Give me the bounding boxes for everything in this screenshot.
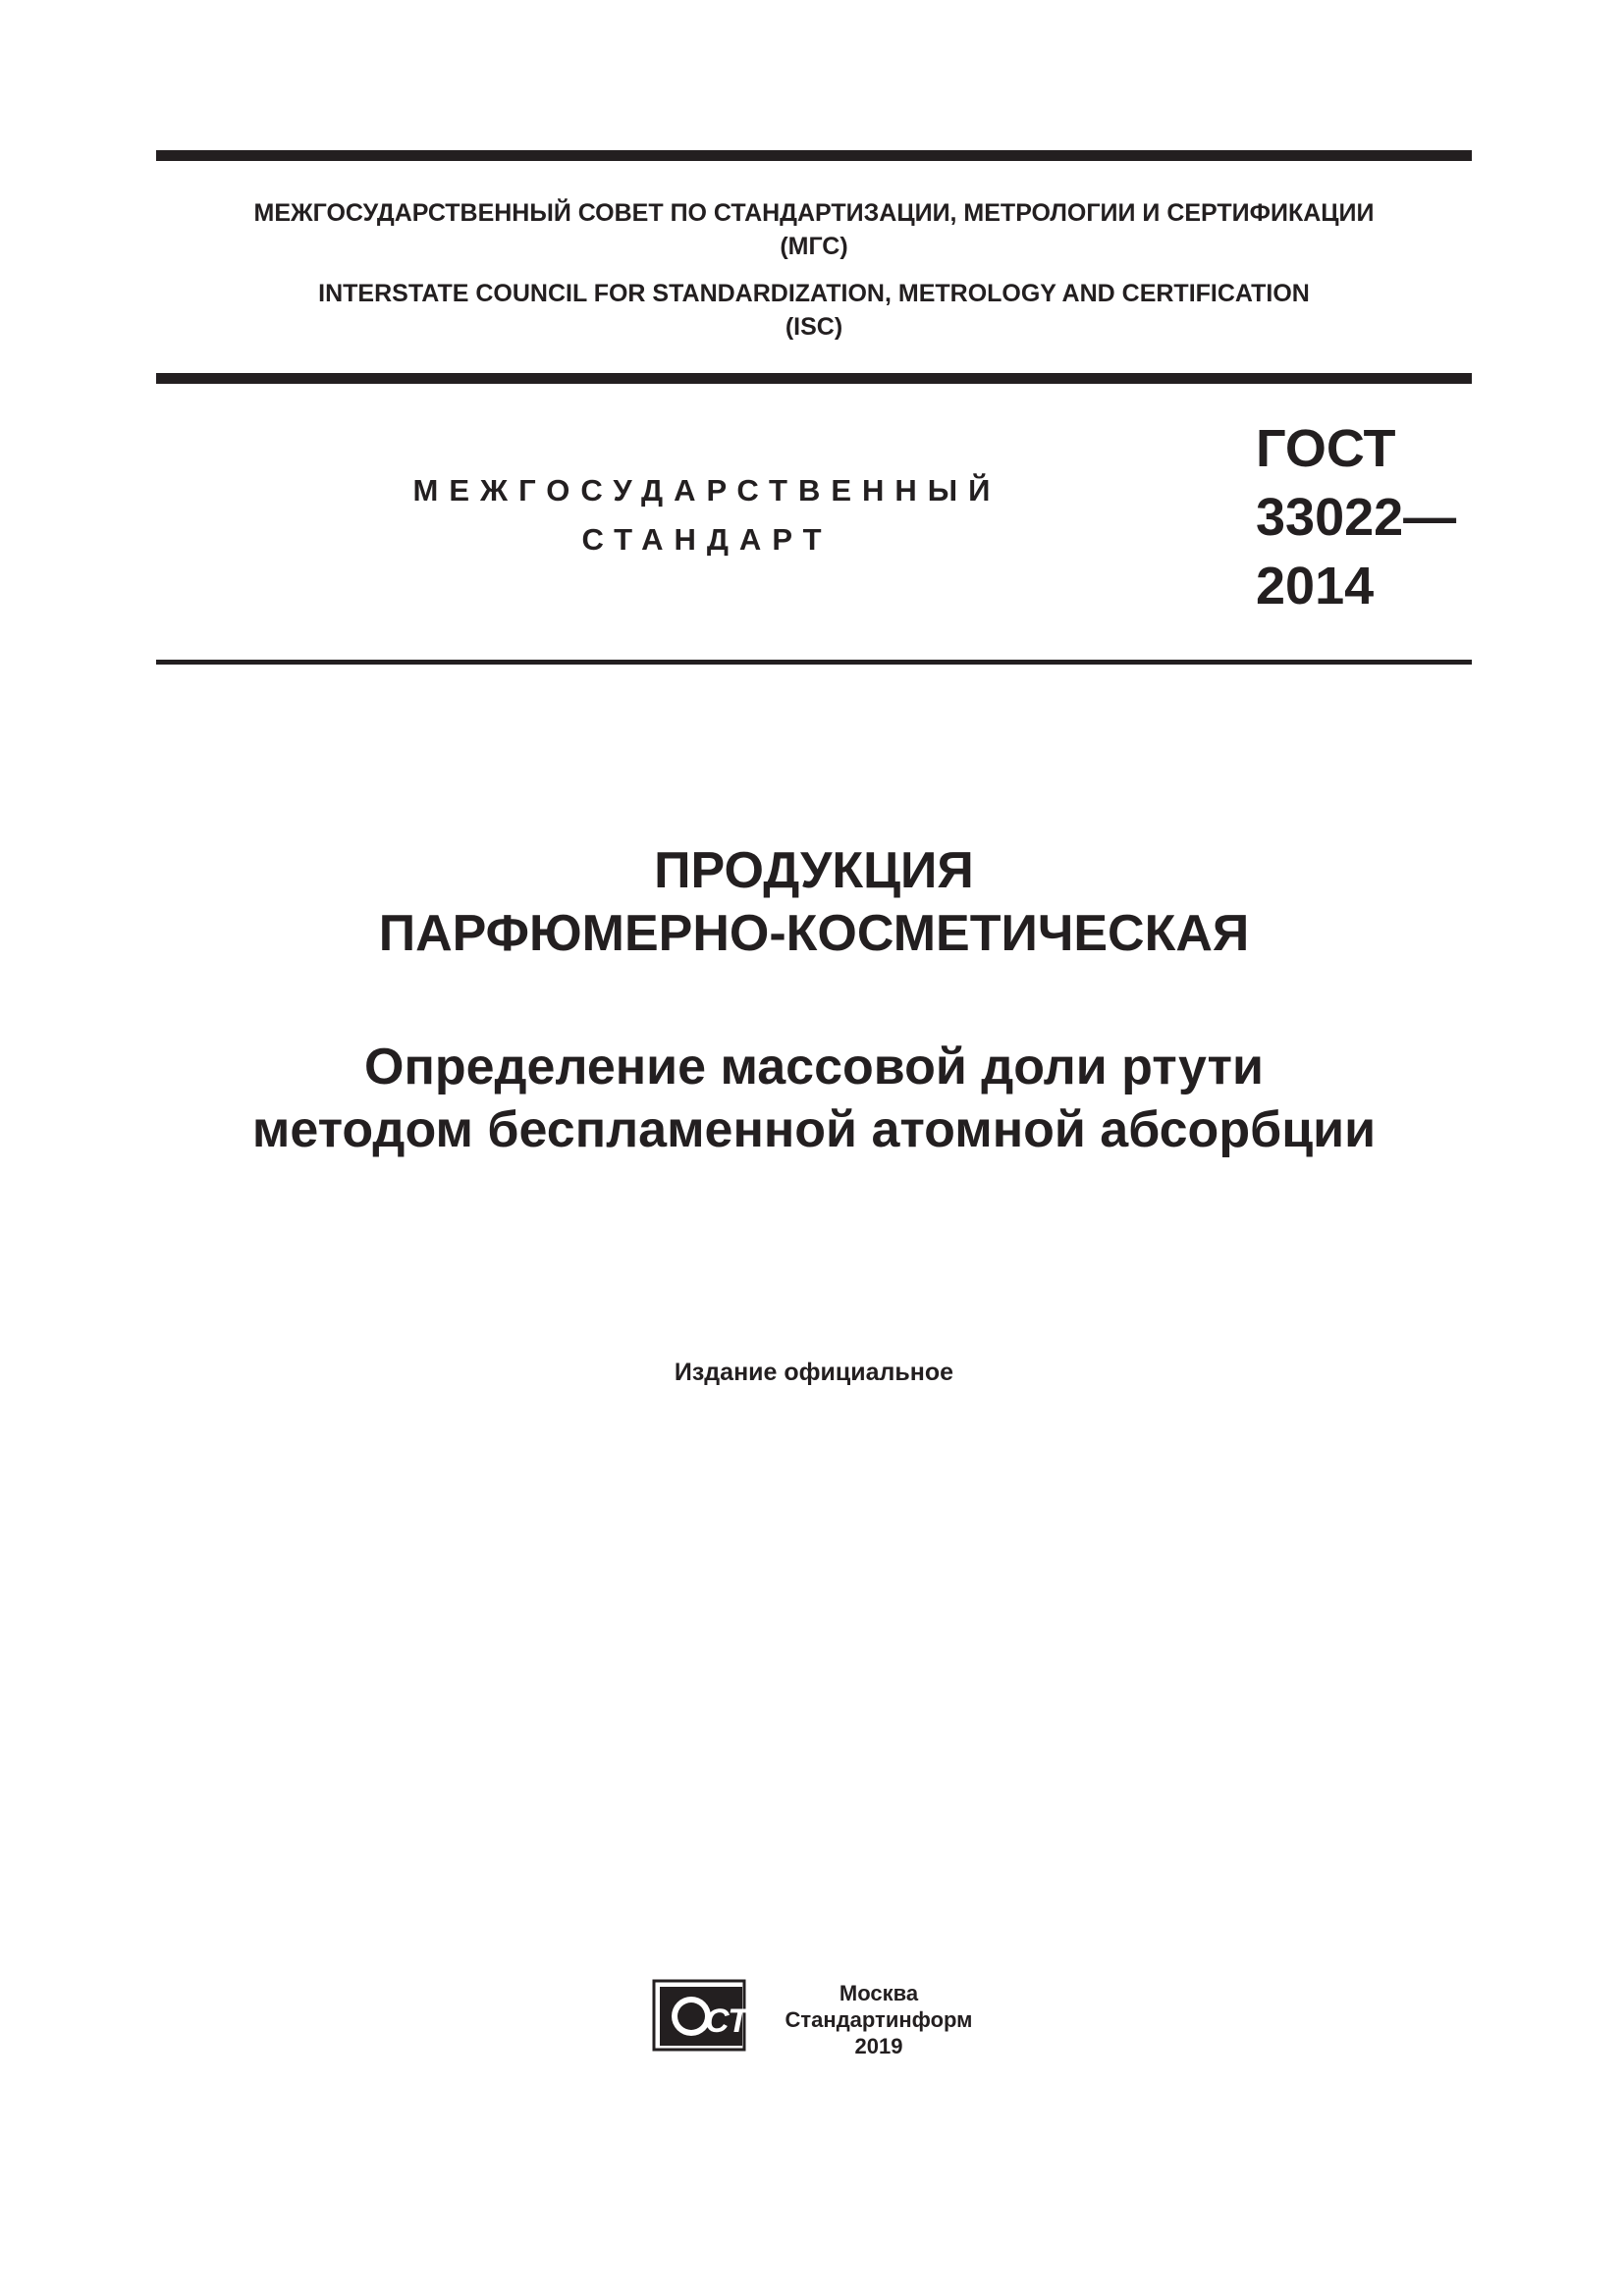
publisher-name: Стандартинформ (785, 2007, 973, 2032)
main-title (156, 839, 1472, 965)
designation-number: 33022— (1256, 488, 1457, 547)
publisher-block (766, 1980, 992, 2059)
designation-bottom-rule (156, 660, 1472, 665)
council-name-en-line1: INTERSTATE COUNCIL FOR STANDARDIZATION, METROLOGY AND CERTIFICATION (318, 280, 1310, 307)
publisher-city: Москва (839, 1981, 919, 2005)
council-name-ru-line1: МЕЖГОСУДАРСТВЕННЫЙ СОВЕТ ПО СТАНДАРТИЗАЦИИ, МЕТРОЛОГИИ И СЕРТИФИКАЦИИ (253, 199, 1375, 227)
main-title-line2: ПАРФЮМЕРНО-КОСМЕТИЧЕСКАЯ (378, 905, 1250, 962)
council-name-en (156, 277, 1472, 344)
subtitle (156, 1036, 1472, 1161)
council-abbr-ru: (МГС) (780, 233, 848, 260)
standartinform-logo-icon (652, 1979, 773, 2052)
standard-designation (1256, 414, 1491, 620)
publisher-year: 2019 (854, 2034, 903, 2058)
standard-label-line1: МЕЖГОСУДАРСТВЕННЫЙ (412, 473, 1001, 507)
designation-year: 2014 (1256, 557, 1375, 615)
main-title-line1: ПРОДУКЦИЯ (654, 842, 974, 899)
edition-note: Издание официальное (674, 1359, 954, 1386)
standard-label-line2: СТАНДАРТ (581, 522, 833, 557)
header-bottom-rule (156, 373, 1472, 384)
subtitle-line2: методом беспламенной атомной абсорбции (251, 1101, 1377, 1158)
council-name-ru (156, 196, 1472, 263)
council-abbr-en: (ISC) (785, 313, 843, 341)
subtitle-line1: Определение массовой доли ртути (364, 1039, 1264, 1095)
logo-letters: СТИ (705, 2002, 773, 2040)
designation-prefix: ГОСТ (1256, 419, 1396, 478)
top-rule (156, 150, 1472, 161)
